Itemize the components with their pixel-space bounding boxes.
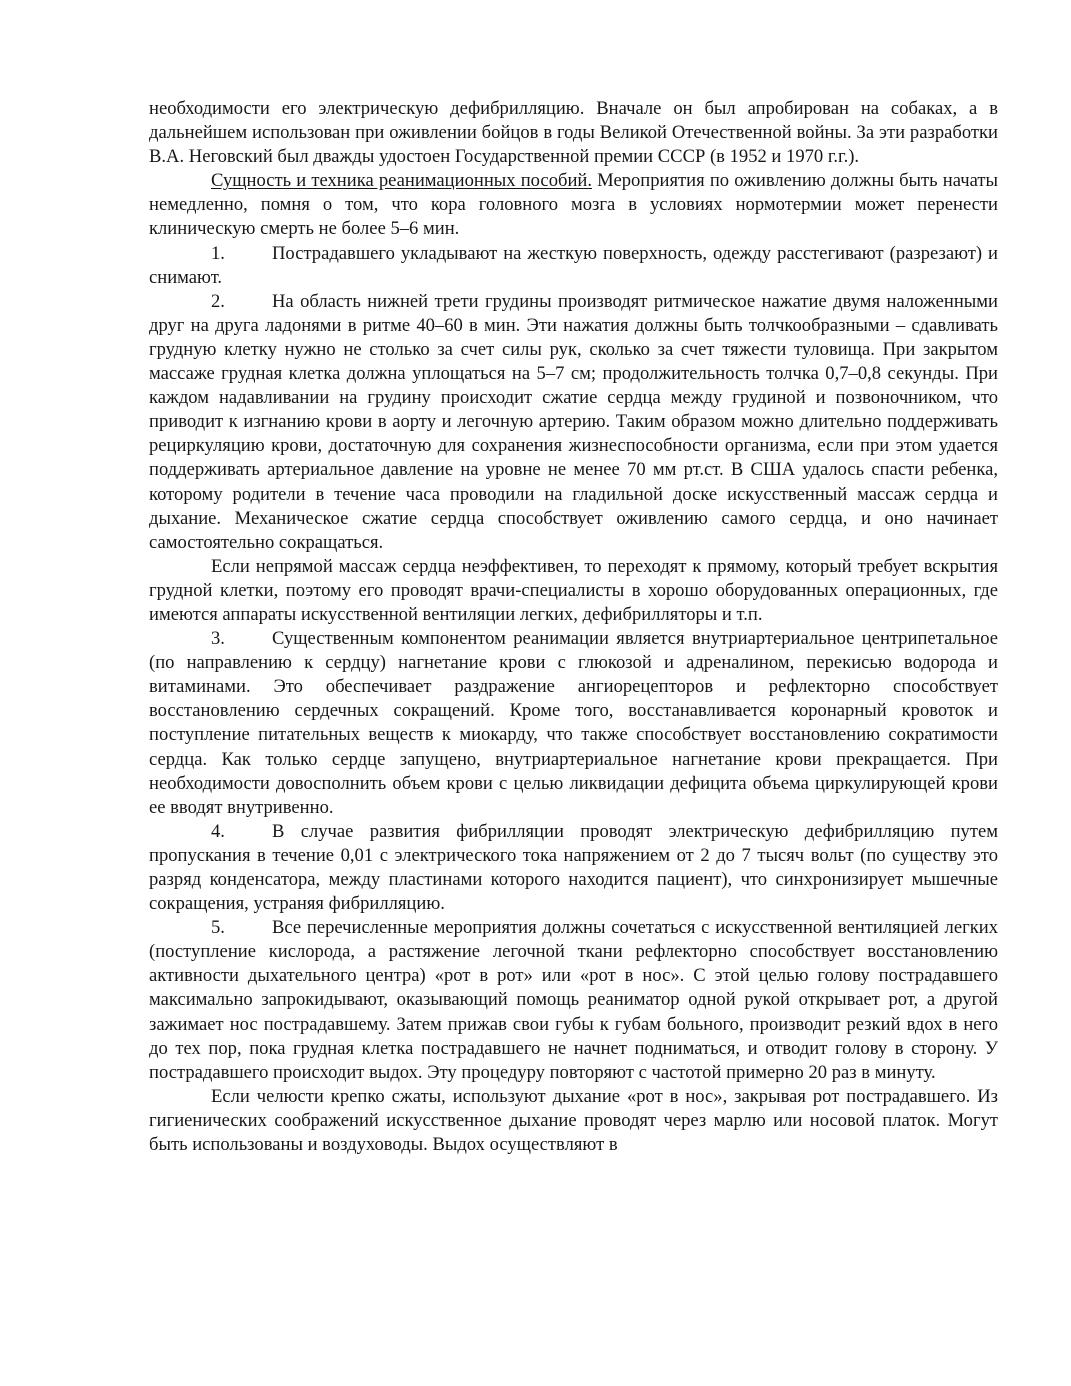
list-item-text: На область нижней трети грудины производят ритмическое нажатие двумя наложенными друг на друга ладонями в ритме 40–60 в мин. Эти нажатия должны быть толчкообразными – сдавливать грудную клетку нужно не столько за счет силы рук, сколько за счет тяжести туловища. При закрытом массаже грудная клетка должна уплощаться на 5–7 см; продолжительность толчка 0,7–0,8 секунды. При каждом надавливании на грудину происходит сжатие сердца между грудиной и позвоночником, что приводит к изгнанию крови в аорту и легочную артерию. Таким образом можно длительно поддерживать рециркуляцию крови, достаточную для сохранения жизнеспособности организма, если при этом удается поддерживать артериальное давление на уровне не менее 70 мм рт.ст. В США удалось спасти ребенка, которому родители в течение часа проводили на гладильной доске искусственный массаж сердца и дыхание. Механическое сжатие сердца способствует оживлению самого сердца, и оно начинает самостоятельно сокращаться. xyxy=(149,290,998,553)
list-number: 3. xyxy=(211,628,225,650)
list-item-4 xyxy=(149,820,998,916)
paragraph-reanimation-essence xyxy=(149,169,998,241)
paragraph-direct-massage: Если непрямой массаж сердца неэффективен, то переходят к прямому, который требует вскрытия грудной клетки, поэтому его проводят врачи-специалисты в хорошо оборудованных операционных, где имеются аппараты искусственной вентиляции легких, дефибрилляторы и т.п. xyxy=(149,555,998,625)
list-number: 5. xyxy=(211,917,225,939)
list-number: 1. xyxy=(211,242,225,264)
list-item-text: Пострадавшего укладывают на жесткую поверхность, одежду расстегивают (разрезают) и снимают. xyxy=(149,242,998,288)
list-item-2 xyxy=(149,290,998,555)
list-item-5 xyxy=(149,916,998,1085)
list-item-text: Существенным компонентом реанимации является внутриартериальное центрипетальное (по направлению к сердцу) нагнетание крови с глюкозой и адреналином, перекисью водорода и витаминами. Это обеспечивает раздражение ангиорецепторов и рефлекторно способствует восстановлению сердечных сокращений. Кроме того, восстанавливается коронарный кровоток и поступление питательных веществ к миокарду, что также способствует восстановлению сократимости сердца. Как только сердце запущено, внутриартериальное нагнетание крови прекращается. При необходимости довосполнить объем крови с целью ликвидации дефицита объема циркулирующей крови ее вводят внутривенно. xyxy=(149,628,998,818)
paragraph-mouth-to-nose: Если челюсти крепко сжаты, используют дыхание «рот в нос», закрывая рот пострадавшего. Из гигиенических соображений искусственное дыхание проводят через марлю или носовой платок. Могут быть использованы и воздуховоды. Выдох осуществляют в xyxy=(149,1085,998,1156)
list-number: 2. xyxy=(211,290,225,312)
list-item-text: Все перечисленные мероприятия должны сочетаться с искусственной вентиляцией легких (поступление кислорода, а растяжение легочной ткани рефлекторно способствует восстановлению активности дыхательного центра) «рот в рот» или «рот в нос». С этой целью голову пострадавшего максимально запрокидывают, оказывающий помощь реаниматор одной рукой открывает рот, а другой зажимает нос пострадавшему. Затем прижав свои губы к губам больного, производит резкий вдох в него до тех пор, пока грудная клетка пострадавшего не начнет подниматься, и отводит голову в сторону. У пострадавшего происходит выдох. Эту процедуру повторяют с частотой примерно 20 раз в минуту. xyxy=(149,917,998,1083)
list-item-text: В случае развития фибрилляции проводят электрическую дефибрилляцию путем пропускания в течение 0,01 с электрического тока напряжением от 2 до 7 тысяч вольт (по существу это разряд конденсатора, между пластинами которого находится пациент), что синхронизирует мышечные сокращения, устраняя фибрилляцию. xyxy=(149,820,998,915)
list-item-1 xyxy=(149,242,998,290)
document-page xyxy=(149,97,998,1157)
paragraph-text: Мероприятия по оживлению должны быть начаты немедленно, помня о том, что кора головного мозга в условиях нормотермии может перенести клиническую смерть не более 5–6 мин. xyxy=(149,170,998,240)
list-item-3 xyxy=(149,627,998,820)
list-number: 4. xyxy=(211,820,225,842)
section-heading: Сущность и техника реанимационных пособий. xyxy=(211,170,592,192)
paragraph-intro-continuation: необходимости его электрическую дефибрилляцию. Вначале он был апробирован на собаках, а в дальнейшем использован при оживлении бойцов в годы Великой Отечественной войны. За эти разработки В.А. Неговский был дважды удостоен Государственной премии СССР (в 1952 и 1970 г.г.). xyxy=(149,98,998,168)
